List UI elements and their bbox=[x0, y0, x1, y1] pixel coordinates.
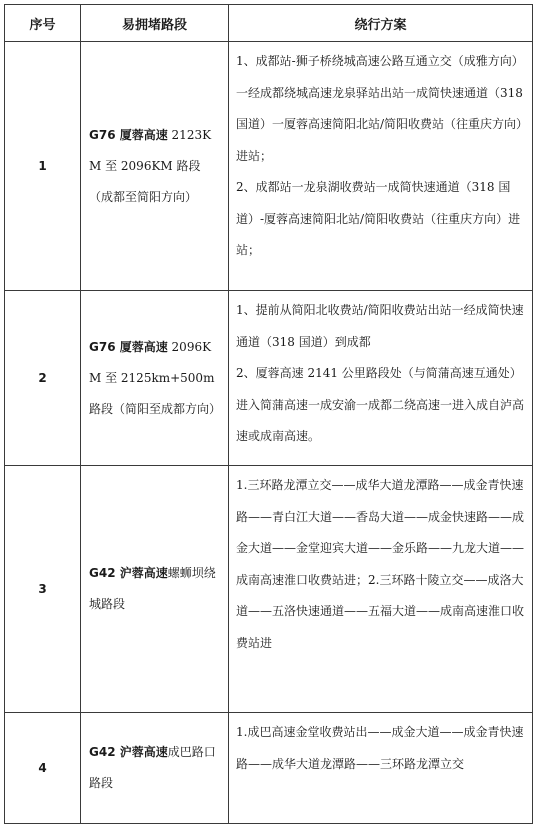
congested-segment-cell bbox=[81, 42, 229, 291]
congested-segment-cell bbox=[81, 291, 229, 466]
detour-plan-cell bbox=[229, 291, 533, 466]
detour-plan-item: 1、提前从简阳北收费站/简阳收费站出站一经成简快速通道（318 国道）到成都 bbox=[236, 303, 524, 349]
congested-segment-cell bbox=[81, 713, 229, 824]
detour-plan-item: 1.三环路龙潭立交——成华大道龙潭路——成金青快速路——青白江大道——香岛大道——成金快速路——成金大道——金堂迎宾大道——金乐路——九龙大道——成南高速淮口收费站进；2.三环路十陵立交——成洛大道——五洛快速通道——五福大道——成南高速淮口收费站进 bbox=[236, 478, 525, 650]
detour-plan-item: 1.成巴高速金堂收费站出——成金大道——成金青快速路——成华大道龙潭路——三环路龙潭立交 bbox=[236, 725, 524, 771]
highway-name: G76 厦蓉高速 bbox=[89, 339, 168, 354]
detour-plan-item: 2、厦蓉高速 2141 公里路段处（与简蒲高速互通处）进入简蒲高速一成安渝一成都二绕高速一进入成自泸高速或成南高速。 bbox=[236, 366, 525, 443]
header-serial-number: 序号 bbox=[5, 5, 81, 42]
segment-description: 成巴路口路段 bbox=[89, 745, 216, 790]
highway-name: G76 厦蓉高速 bbox=[89, 127, 168, 142]
header-congested-segment: 易拥堵路段 bbox=[81, 5, 229, 42]
highway-name: G42 沪蓉高速 bbox=[89, 745, 168, 759]
header-detour-plan: 绕行方案 bbox=[229, 5, 533, 42]
detour-plan-cell bbox=[229, 42, 533, 291]
table-row bbox=[5, 466, 533, 713]
table-header-row bbox=[5, 5, 533, 42]
highway-name: G42 沪蓉高速 bbox=[89, 566, 168, 580]
row-serial-number: 3 bbox=[5, 466, 81, 713]
row-serial-number: 2 bbox=[5, 291, 81, 466]
row-serial-number: 1 bbox=[5, 42, 81, 291]
table-row bbox=[5, 713, 533, 824]
row-serial-number: 4 bbox=[5, 713, 81, 824]
congested-segment-cell bbox=[81, 466, 229, 713]
detour-plan-cell bbox=[229, 713, 533, 824]
table-row bbox=[5, 42, 533, 291]
segment-description: 2123KM 至 2096KM 路段（成都至简阳方向） bbox=[89, 127, 212, 204]
detour-plan-item: 1、成都站-狮子桥绕城高速公路互通立交（成雅方向）一经成都绕城高速龙泉驿站出站一成简快速通道（318 国道）一厦蓉高速简阳北站/简阳收费站（往重庆方向）进站； bbox=[236, 54, 524, 163]
detour-table bbox=[4, 4, 533, 824]
detour-plan-item: 2、成都站一龙泉湖收费站一成简快速通道（318 国道）-厦蓉高速简阳北站/简阳收费站（往重庆方向）进站； bbox=[236, 180, 521, 257]
detour-plan-cell bbox=[229, 466, 533, 713]
segment-description: 螺蛳坝绕城路段 bbox=[89, 566, 216, 611]
segment-description: 2096KM 至 2125km+500m 路段（简阳至成都方向） bbox=[89, 339, 222, 416]
table-row bbox=[5, 291, 533, 466]
